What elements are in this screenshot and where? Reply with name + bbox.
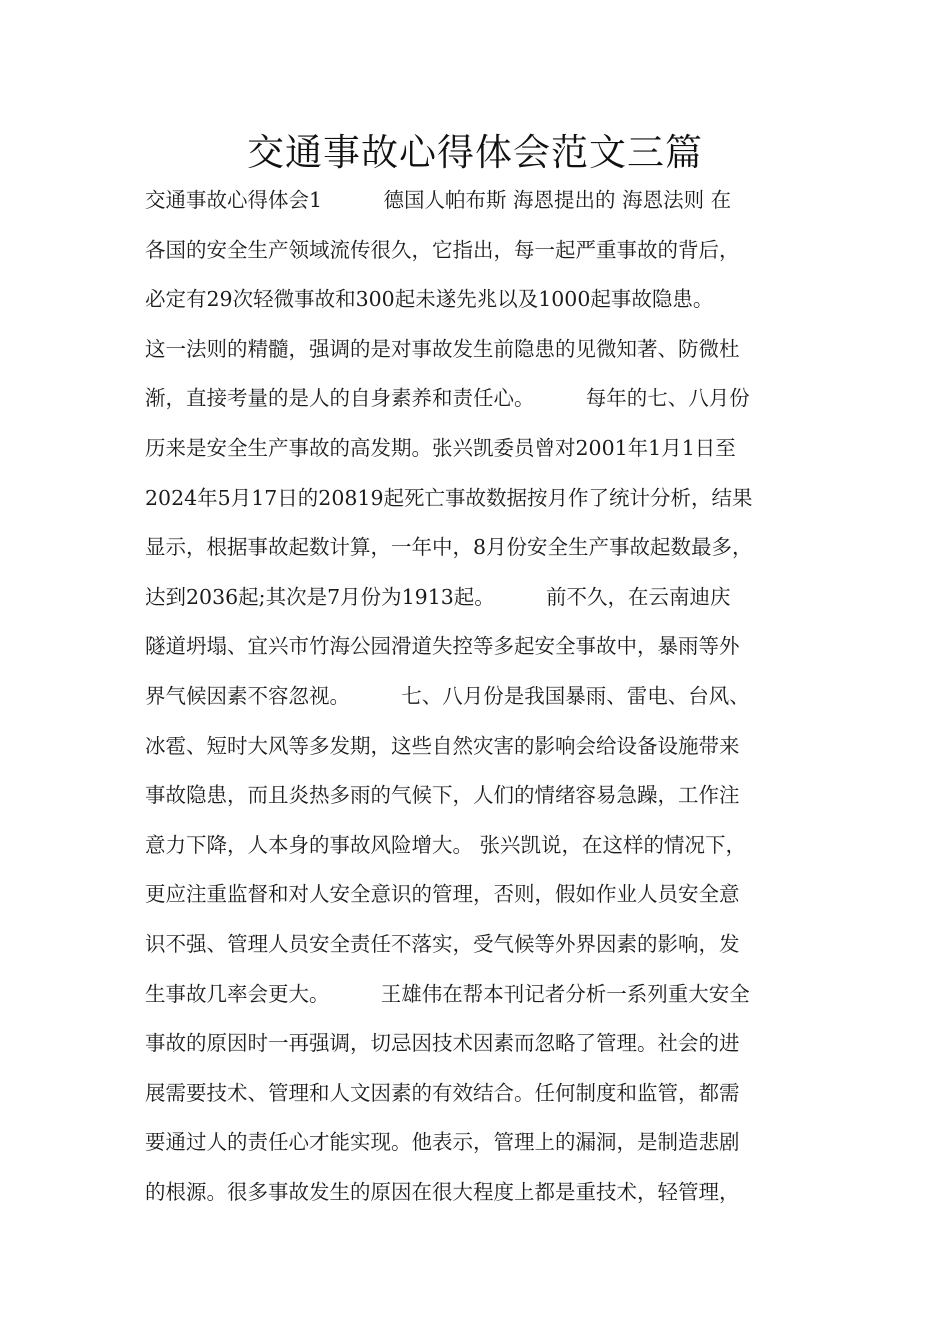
body-line: 的根源。很多事故发生的原因在很大程度上都是重技术，轻管理， bbox=[145, 1179, 740, 1204]
body-line: 这一法则的精髓，强调的是对事故发生前隐患的见微知著、防微杜 bbox=[145, 336, 740, 361]
body-line: 达到2036起;其次是7月份为1913起。 前不久，在云南迪庆 bbox=[145, 584, 731, 609]
body-line: 意力下降，人本身的事故风险增大。 张兴凯说，在这样的情况下， bbox=[145, 832, 747, 857]
body-line: 交通事故心得体会1 德国人帕布斯 海恩提出的 海恩法则 在 bbox=[145, 188, 732, 212]
body-line: 必定有29次轻微事故和300起未遂先兆以及1000起事故隐患。 bbox=[145, 287, 714, 312]
body-line: 识不强、管理人员安全责任不落实，受气候等外界因素的影响，发 bbox=[145, 931, 740, 956]
body-line: 展需要技术、管理和人文因素的有效结合。任何制度和监管，都需 bbox=[145, 1080, 740, 1105]
document-title: 交通事故心得体会范文三篇 bbox=[247, 131, 703, 174]
body-line: 事故隐患，而且炎热多雨的气候下，人们的情绪容易急躁，工作注 bbox=[145, 783, 740, 808]
body-line: 历来是安全生产事故的高发期。张兴凯委员曾对2001年1月1日至 bbox=[145, 435, 736, 460]
body-line: 要通过人的责任心才能实现。他表示，管理上的漏洞，是制造悲剧 bbox=[145, 1130, 740, 1155]
body-line: 事故的原因时一再强调，切忌因技术因素而忽略了管理。社会的进 bbox=[145, 1031, 740, 1056]
body-line: 显示，根据事故起数计算，一年中，8月份安全生产事故起数最多， bbox=[145, 535, 753, 560]
body-line: 界气候因素不容忽视。 七、八月份是我国暴雨、雷电、台风、 bbox=[145, 683, 750, 708]
body-line: 隧道坍塌、宜兴市竹海公园滑道失控等多起安全事故中，暴雨等外 bbox=[145, 634, 740, 659]
document-body bbox=[145, 176, 825, 1217]
body-line: 更应注重监督和对人安全意识的管理，否则，假如作业人员安全意 bbox=[145, 882, 740, 907]
body-line: 2024年5月17日的20819起死亡事故数据按月作了统计分析，结果 bbox=[145, 485, 753, 510]
body-line: 各国的安全生产领域流传很久，它指出，每一起严重事故的背后， bbox=[145, 237, 740, 262]
body-line: 冰雹、短时大风等多发期，这些自然灾害的影响会给设备设施带来 bbox=[145, 733, 740, 758]
body-line: 生事故几率会更大。 王雄伟在帮本刊记者分析一系列重大安全 bbox=[145, 981, 750, 1006]
body-line: 渐，直接考量的是人的自身素养和责任心。 每年的七、八月份 bbox=[145, 386, 750, 411]
